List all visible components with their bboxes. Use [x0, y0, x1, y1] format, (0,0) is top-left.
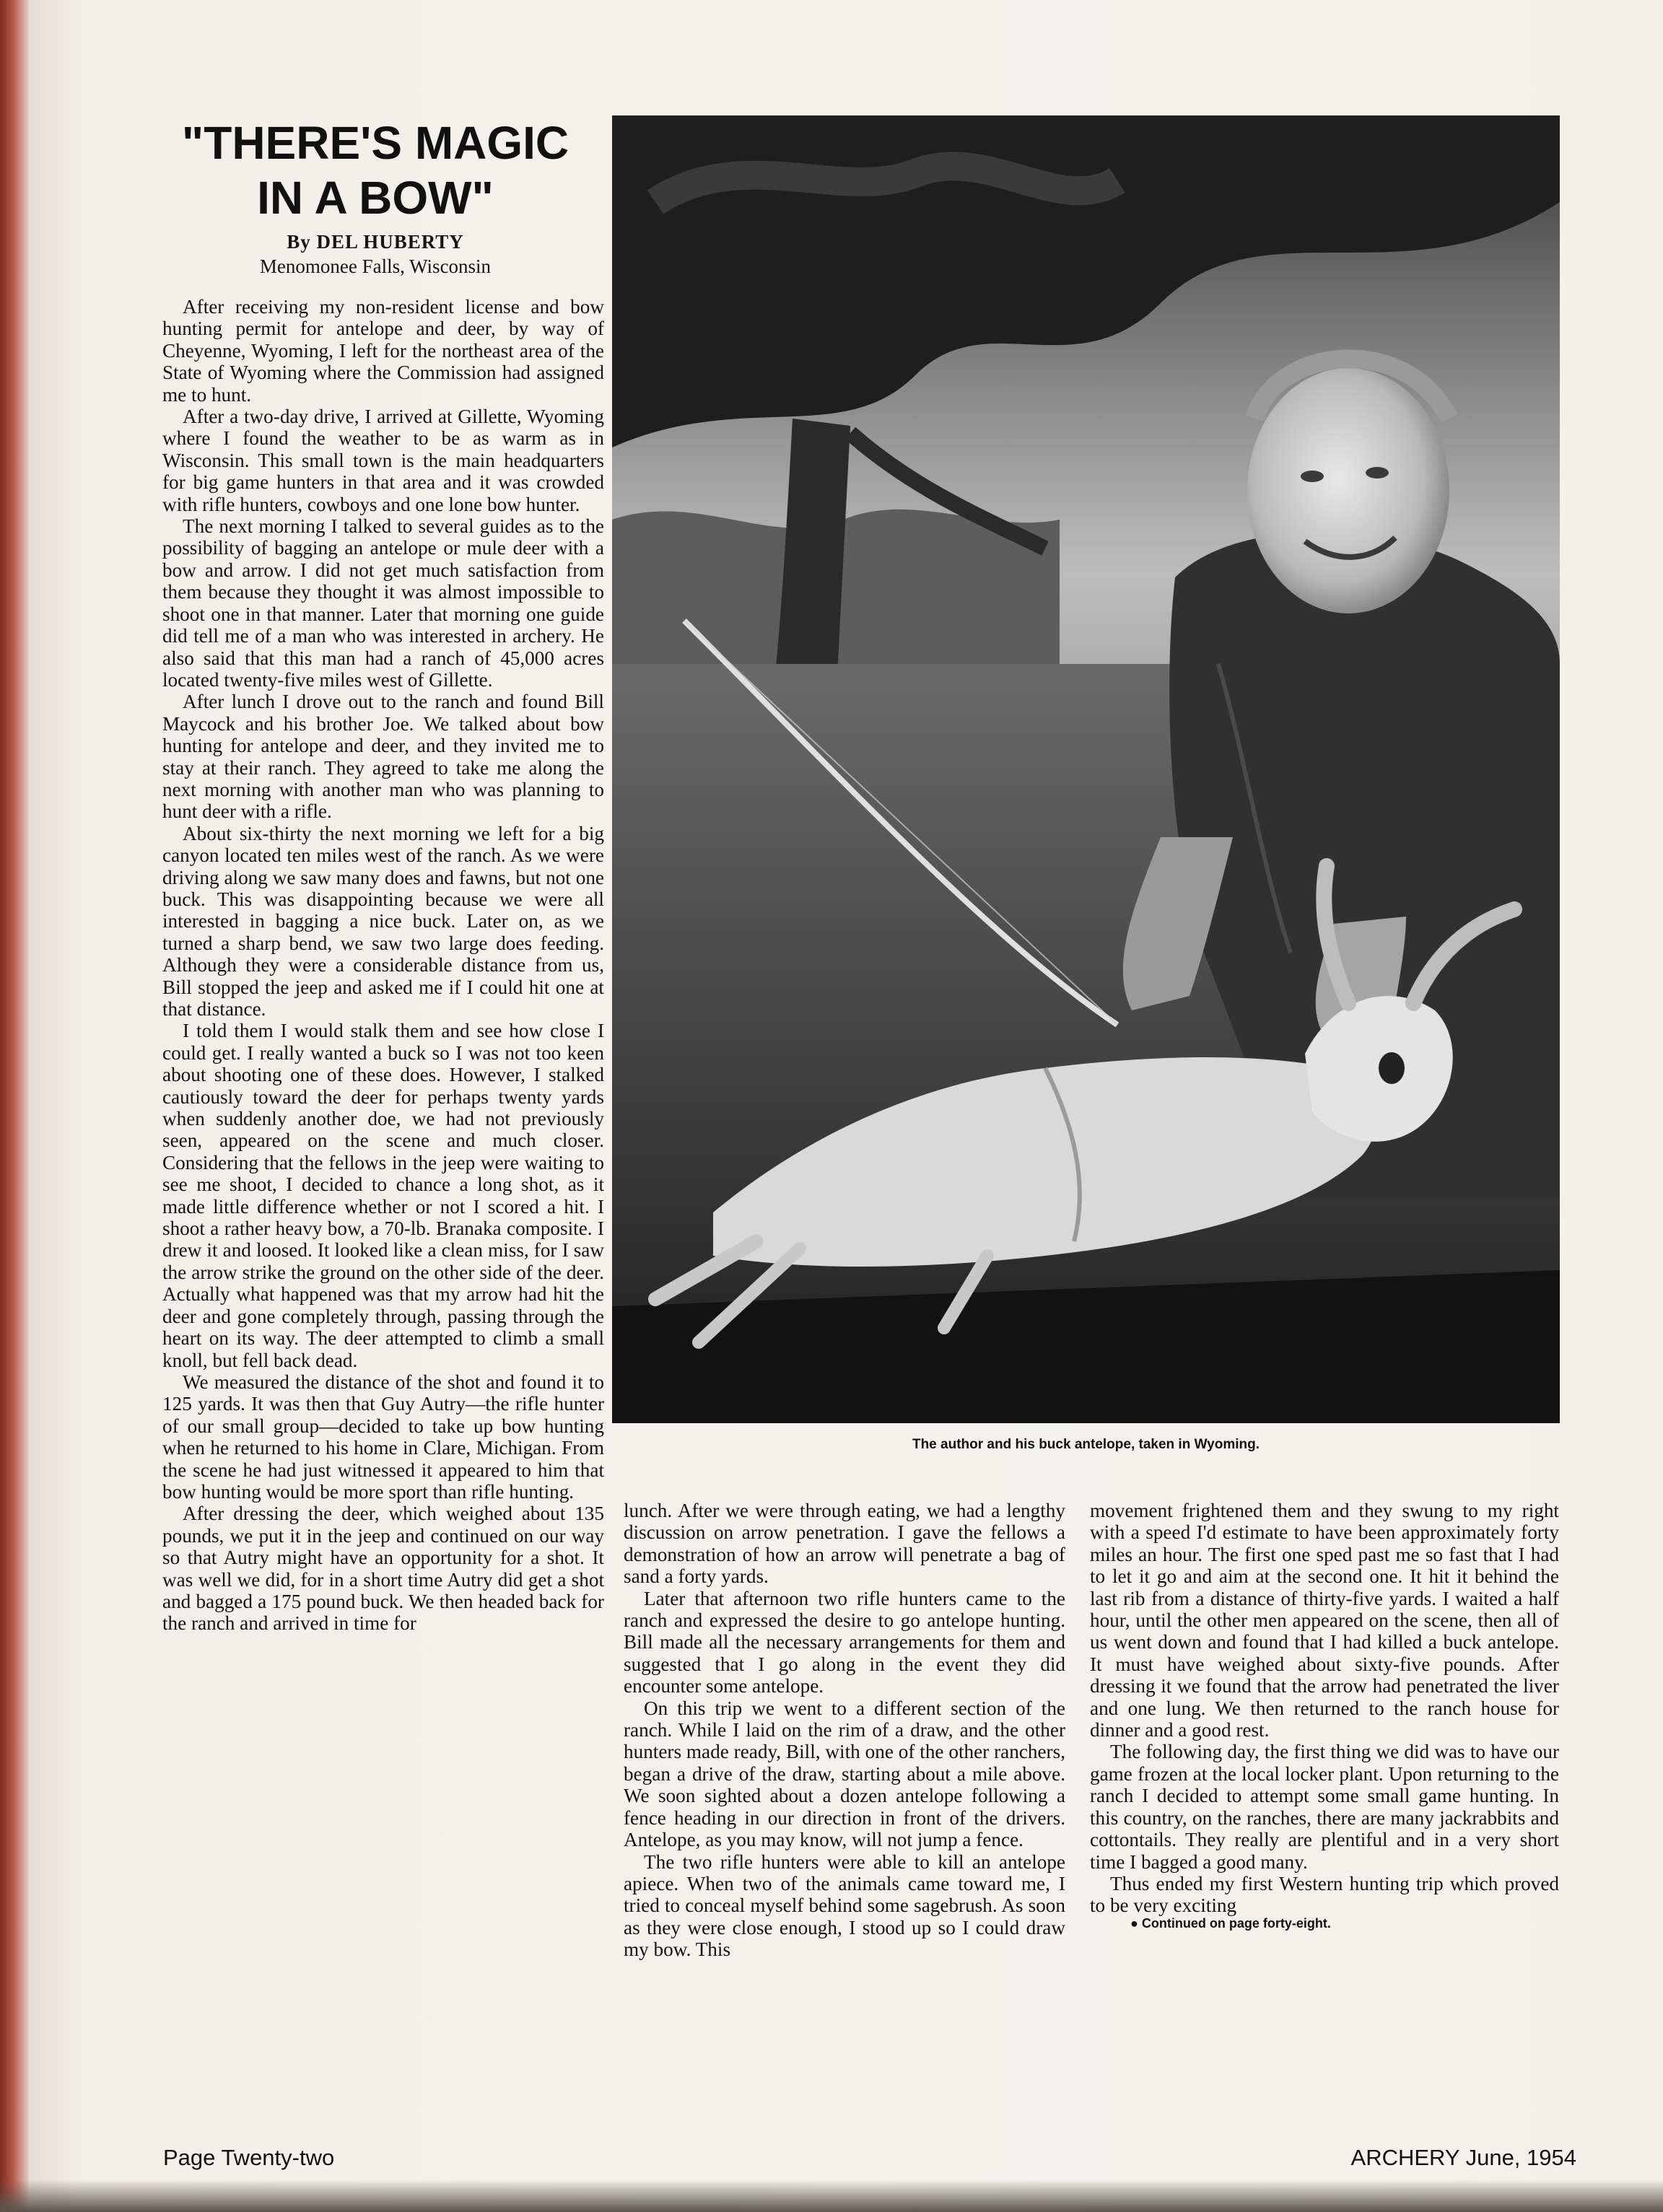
paragraph: After lunch I drove out to the ranch and found Bill Maycock and his brother Joe. We talked about bow hunting for antelope and deer, and they invited me to stay at their ranch. They agreed to take me along the next morning with another man who was planning to hunt deer with a rifle.	[162, 691, 604, 823]
paragraph: We measured the distance of the shot and found it to 125 yards. It was then that Guy Autry—the rifle hunter of our small group—decided to take up bow hunting when he returned to his home in Clare, Michigan. From the scene he had just witnessed it appeared to him that bow hunting would be more sport than rifle hunting.	[162, 1371, 604, 1503]
paragraph: I told them I would stalk them and see how close I could get. I really wanted a buck so I was not too keen about shooting one of these does. However, I stalked cautiously toward the deer for perhaps twenty yards when suddenly another doe, we had not previously seen, appeared on the scene and much closer. Considering that the fellows in the jeep were waiting to see me shoot, I decided to chance a long shot, as it made little difference whether or not I scored a hit. I shoot a rather heavy bow, a 70-lb. Branaka composite. I drew it and loosed. It looked like a clean miss, for I saw the arrow strike the ground on the other side of the deer. Actually what happened was that my arrow had hit the deer and gone completely through, passing through the heart on its way. The deer attempted to climb a small knoll, but fell back dead.	[162, 1020, 604, 1371]
byline-author: By DEL HUBERTY	[287, 231, 464, 253]
paragraph: lunch. After we were through eating, we had a lengthy discussion on arrow penetration. I gave the fellows a demonstration of how an arrow will penetrate a bag of sand a forty yards.	[624, 1500, 1065, 1588]
photo-caption: The author and his buck antelope, taken in Wyoming.	[912, 1437, 1260, 1452]
byline	[166, 229, 585, 279]
paragraph: movement frightened them and they swung to my right with a speed I'd estimate to have been approximately forty miles an hour. The first one sped past me so fast that I had to let it go and aim at the second one. It hit it behind the last rib from a distance of thirty-five yards. I waited a half hour, until the other men appeared on the scene, then all of us went down and found that I had killed a buck antelope. It must have weighed about sixty-five pounds. After dressing it we found that the arrow had penetrated the liver and one lung. We then returned to the ranch house for dinner and a good rest.	[1090, 1500, 1559, 1741]
paragraph: Later that afternoon two rifle hunters came to the ranch and expressed the desire to go antelope hunting. Bill made all the necessary arrangements for them and suggested that I go along in the event they did encounter some antelope.	[624, 1587, 1065, 1697]
title-line-1: "THERE'S MAGIC	[181, 117, 569, 169]
paragraph: After receiving my non-resident license and bow hunting permit for antelope and deer, by way of Cheyenne, Wyoming, I left for the northeast area of the State of Wyoming where the Commission had assigned me to hunt.	[162, 296, 604, 406]
text-column-1	[162, 296, 604, 1635]
paragraph: The following day, the first thing we did was to have our game frozen at the local locker plant. Upon returning to the ranch I decided to attempt some small game hunting. In this country, on the ranches, there are many jackrabbits and cottontails. They really are plentiful and in a very short time I bagged a good many.	[1090, 1741, 1559, 1873]
title-line-2: IN A BOW"	[257, 172, 494, 224]
continued-note: ● Continued on page forty-eight.	[1130, 1915, 1331, 1931]
paragraph: Thus ended my first Western hunting trip which proved to be very exciting	[1090, 1872, 1559, 1917]
text-column-3	[1090, 1500, 1559, 1931]
paragraph: After a two-day drive, I arrived at Gillette, Wyoming where I found the weather to be as warm as in Wisconsin. This small town is the main headquarters for big game hunters in that area and it was crowded with rifle hunters, cowboys and one lone bow hunter.	[162, 406, 604, 515]
byline-location: Menomonee Falls, Wisconsin	[259, 255, 492, 277]
paragraph: On this trip we went to a different section of the ranch. While I laid on the rim of a draw, and the other hunters made ready, Bill, with one of the other ranchers, began a drive of the draw, starting about a mile above. We soon sighted about a dozen antelope following a fence heading in our direction in front of the drivers. Antelope, as you may know, will not jump a fence.	[624, 1697, 1065, 1851]
issue-line: ARCHERY June, 1954	[1350, 2145, 1576, 2170]
binding-gutter	[0, 0, 29, 2212]
paragraph: The two rifle hunters were able to kill an antelope apiece. When two of the animals came toward me, I tried to conceal myself behind some sagebrush. As soon as they were close enough, I stood up so I could draw my bow. This	[624, 1850, 1065, 1961]
text-column-2	[624, 1500, 1065, 1961]
page-bottom-shadow	[0, 2180, 1663, 2212]
photo-illustration	[612, 115, 1560, 1423]
article-title	[159, 115, 592, 225]
paragraph: About six-thirty the next morning we left for a big canyon located ten miles west of the ranch. As we were driving along we saw many does and fawns, but not one buck. This was disappointing because we were all interested in bagging a nice buck. Later on, as we turned a sharp bend, we saw two large does feeding. Although they were a considerable distance from us, Bill stopped the jeep and asked me if I could hit one at that distance.	[162, 822, 604, 1020]
paragraph: After dressing the deer, which weighed about 135 pounds, we put it in the jeep and continued on our way so that Autry might have an opportunity for a shot. It was well we did, for in a short time Autry did get a shot and bagged a 175 pound buck. We then headed back for the ranch and arrived in time for	[162, 1503, 604, 1635]
photo-author-with-antelope	[612, 115, 1560, 1423]
paragraph: The next morning I talked to several guides as to the possibility of bagging an antelope or mule deer with a bow and arrow. I did not get much satisfaction from them because they thought it was almost impossible to shoot one in that manner. Later that morning one guide did tell me of a man who was interested in archery. He also said that this man had a ranch of 45,000 acres located twenty-five miles west of Gillette.	[162, 515, 604, 691]
page-number: Page Twenty-two	[163, 2145, 335, 2170]
